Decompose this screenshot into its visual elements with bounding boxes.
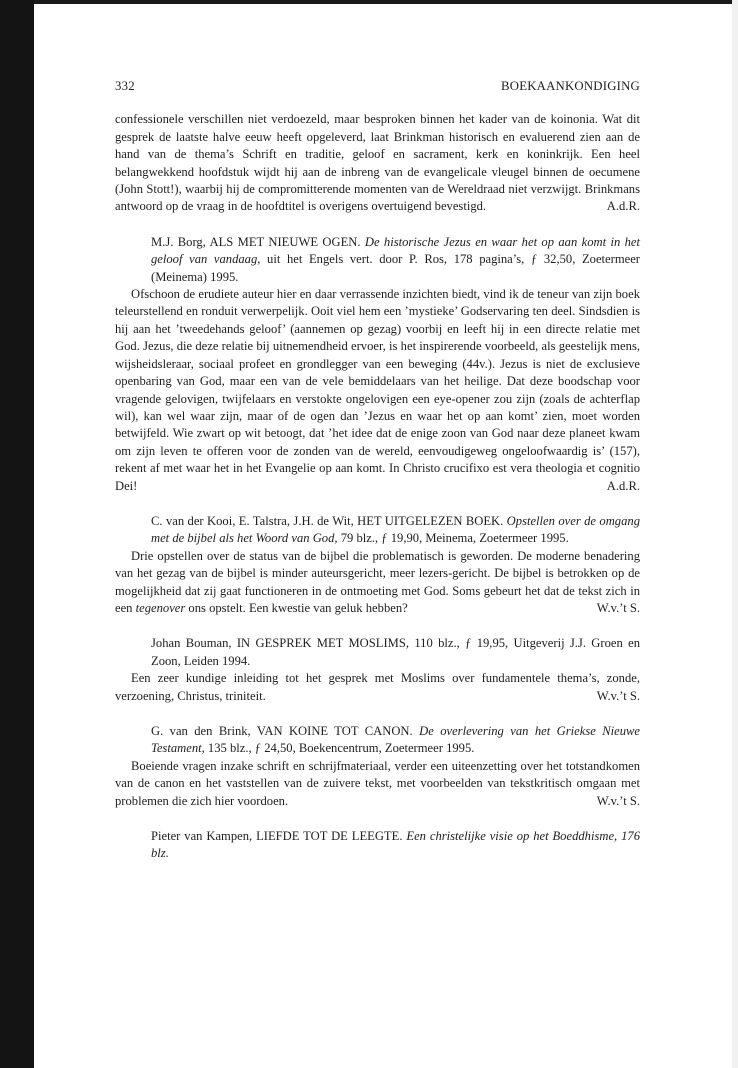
- reference-subtitle: De historische Jezus en waar het op aan komt in het geloof van vandaag,: [151, 234, 641, 267]
- review-body: [115, 286, 640, 495]
- review-text: Drie opstellen over de status van de bijbel die problematisch is geworden. De moderne benadering van het gezag van de bijbel is minder auteursgericht, meer lezers-gericht. De bijbel is betrokken op de mogelijkheid dat zij gaat functioneren in de ontmoeting met God. Soms gebeurt het dat de tekst zich in een: [115, 548, 640, 615]
- book-reference: [115, 234, 640, 286]
- review-text: Boeiende vragen inzake schrift en schrijfmateriaal, verder een uiteenzetting over het totstandkomen van de canon en het vaststellen van de zuivere tekst, met voorbeelden van tekstkritisch omgaan met problemen die zich hier voordoen.: [115, 758, 640, 808]
- intro-paragraph: [115, 111, 640, 215]
- reviewer-signature: W.v.’t S.: [596, 600, 640, 615]
- book-reference: [115, 635, 640, 670]
- reviewer-signature: A.d.R.: [606, 478, 640, 493]
- review-body: [115, 548, 640, 618]
- reference-details: 79 blz., ƒ 19,90, Meinema, Zoetermeer 1995.: [337, 531, 569, 546]
- page-header: [115, 78, 640, 95]
- intro-text: confessionele verschillen niet verdoezeld, maar besproken binnen het kader van de koinonia. Wat dit gesprek de laatste halve eeuw heeft opgeleverd, laat Brinkman historisch en evaluerend zien aan de hand van de thema’s Schrift en traditie, geloof en sacrament, kerk en koninkrijk. Een heel belangwekkend hoofdstuk wijdt hij aan de inbreng van de evangelicale vleugel binnen de oecumene (John Stott!), waarbij hij de compromitterende momenten van de Wereldraad niet verzwijgt. Brinkmans antwoord op de vraag in de hoofdtitel is overigens overtuigend bevestigd.: [115, 112, 640, 214]
- scan-edge-left: [0, 0, 34, 1068]
- intro-signature: A.d.R.: [606, 199, 640, 214]
- review-text-end: ons opstelt. Een kwestie van geluk hebben?: [185, 600, 408, 615]
- review-borg: [115, 234, 640, 495]
- reference-details: uit het Engels vert. door P. Ros, 178 pagina’s, ƒ 32,50, Zoetermeer (Meinema) 1995.: [151, 252, 641, 284]
- review-bouman: [115, 635, 640, 705]
- reference-text: C. van der Kooi, E. Talstra, J.H. de Wit, HET UITGELEZEN BOEK.: [151, 513, 507, 528]
- reference-text: Johan Bouman, IN GESPREK MET MOSLIMS, 110 blz., ƒ 19,95, Uitgeverij J.J. Groen en Zoon, Leiden 1994.: [151, 636, 640, 668]
- review-text: Ofschoon de erudiete auteur hier en daar verrassende inzichten biedt, vind ik de teneur van zijn boek teleurstellend en ronduit verwerpelijk. Ooit viel hem een ’mystieke’ Godservaring ten deel. Sindsdien is hij aan het ’tweedehands geloof’ (aannemen op gezag) voorbij en leeft hij in een directe relatie met God. Jezus, die deze relatie bij uitnemendheid ervoer, is het inspirerende voorbeeld, als geestelijk mens, wijsheidsleraar, sociaal profeet en grondlegger van een beweging (44v.). Jezus is niet de exclusieve openbaring van God, maar een van de vele bemiddelaars van het heilige. Dat deze boodschap voor vragende gelovigen, twijfelaars en verstokte ongelovigen een eye-opener zou zijn (zoals de achterflap wil), kan wel waar zijn, maar of de ogen dan ’Jezus en waar het op aan komt’ zien, moet worden betwijfeld. Wie zwart op wit betoogt, dat ’het idee dat de enige zoon van God naar deze planeet kwam om zijn leven te offeren voor de zonden van de wereld, eenvoudigeweg ongeloofwaardig is’ (157), rekent af met waar het in het Evangelie op aan komt. In Christo crucifixo est vera theologia et cognitio Dei!: [115, 287, 640, 493]
- page-number: 332: [115, 79, 135, 93]
- review-kampen: [115, 828, 640, 863]
- reviewer-signature: W.v.’t S.: [596, 688, 640, 703]
- review-body: [115, 758, 640, 810]
- reference-subtitle: Opstellen over de omgang met de bijbel als het Woord van God,: [151, 513, 640, 546]
- review-emphasis: tegenover: [135, 600, 186, 615]
- scan-edge-top: [0, 0, 738, 4]
- review-kooi: [115, 513, 640, 617]
- reference-text: Pieter van Kampen, LIEFDE TOT DE LEEGTE.: [151, 829, 407, 844]
- review-body: [115, 670, 640, 705]
- reference-subtitle: Een christelijke visie op het Boeddhisme, 176 blz.: [151, 829, 640, 861]
- reference-subtitle: De overlevering van het Griekse Nieuwe Testament,: [151, 724, 640, 756]
- review-brink: [115, 723, 640, 810]
- section-title: BOEKAANKONDIGING: [501, 79, 640, 93]
- book-reference: [115, 513, 640, 548]
- review-text: Een zeer kundige inleiding tot het gesprek met Moslims over fundamentele thema’s, zonde, verzoening, Christus, triniteit.: [115, 671, 640, 703]
- reviewer-signature: W.v.’t S.: [596, 793, 640, 808]
- reference-details: 135 blz., ƒ 24,50, Boekencentrum, Zoetermeer 1995.: [204, 741, 475, 756]
- reference-text: G. van den Brink, VAN KOINE TOT CANON.: [151, 724, 420, 738]
- book-reference: [115, 723, 640, 758]
- scan-edge-right: [732, 0, 738, 1068]
- book-reference: [115, 828, 640, 863]
- reference-text: M.J. Borg, ALS MET NIEUWE OGEN.: [151, 234, 365, 249]
- document-page: [115, 78, 640, 863]
